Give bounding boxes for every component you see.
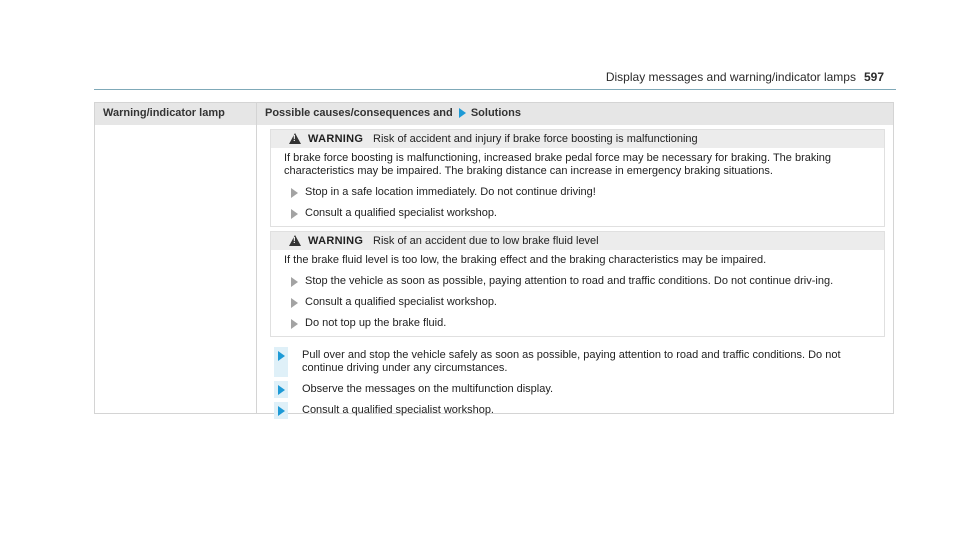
warning-step [284,275,876,288]
warning-triangle-icon [289,133,301,144]
warning-label: WARNING [308,235,364,247]
page-number: 597 [863,70,884,84]
warning-step-text: Consult a qualified specialist workshop. [305,296,497,308]
solution-item [274,349,874,375]
step-arrow-icon [291,277,298,287]
warning-triangle-icon [289,235,301,246]
warning-description: If brake force boosting is malfunctioning, increased brake pedal force may be necessary for braking. The braking characteristics may be impaired. The braking distance can increase in emergency braking situations. [284,152,832,177]
warning-title: Risk of accident and injury if brake force boosting is malfunctioning [373,133,698,145]
solutions-arrow-icon [459,108,466,118]
warning-step-text: Consult a qualified specialist workshop. [305,207,497,219]
solution-item [274,383,874,396]
warning-box-2-body [271,250,884,336]
solution-item [274,404,874,417]
step-arrow-icon [291,298,298,308]
page-header [0,0,960,84]
column-divider [256,103,257,413]
solution-text: Pull over and stop the vehicle safely as soon as possible, paying attention to road and traffic conditions. Do not continue driving under any circumstances. [302,349,841,374]
step-arrow-icon [291,319,298,329]
section-title: Display messages and warning/indicator lamps [605,70,856,84]
warning-box-2 [270,231,885,337]
col-header-solutions-text: Solutions [470,107,521,119]
solution-text: Consult a qualified specialist workshop. [302,404,494,416]
warning-step [284,207,876,220]
warning-step [284,296,876,309]
running-header [606,70,884,84]
solutions-list [274,349,874,425]
col-header-lamp: Warning/indicator lamp [103,107,225,119]
warning-step-text: Stop in a safe location immediately. Do not continue driving! [305,186,596,198]
solution-arrow-icon [278,351,285,361]
warning-box-1 [270,129,885,227]
step-arrow-icon [291,188,298,198]
solution-arrow-icon [278,385,285,395]
warning-box-1-body [271,148,884,226]
col-header-causes-text: Possible causes/consequences and [265,107,453,119]
table-header [95,103,893,125]
warning-step-text: Stop the vehicle as soon as possible, paying attention to road and traffic conditions. Do not continue driv-ing. [305,275,834,287]
warning-title: Risk of an accident due to low brake fluid level [373,235,599,247]
warning-box-2-header [271,232,884,250]
solution-arrow-icon [278,406,285,416]
warning-label: WARNING [308,133,364,145]
warning-step [284,186,876,199]
col-header-causes [265,107,521,119]
header-rule [94,89,896,90]
solution-text: Observe the messages on the multifunction display. [302,383,554,395]
warning-lamp-table [94,102,894,414]
step-arrow-icon [291,209,298,219]
warning-box-1-header [271,130,884,148]
warning-step [284,317,876,330]
warning-description: If the brake fluid level is too low, the braking effect and the braking characteristics may be impaired. [284,254,767,266]
warning-step-text: Do not top up the brake fluid. [305,317,447,329]
